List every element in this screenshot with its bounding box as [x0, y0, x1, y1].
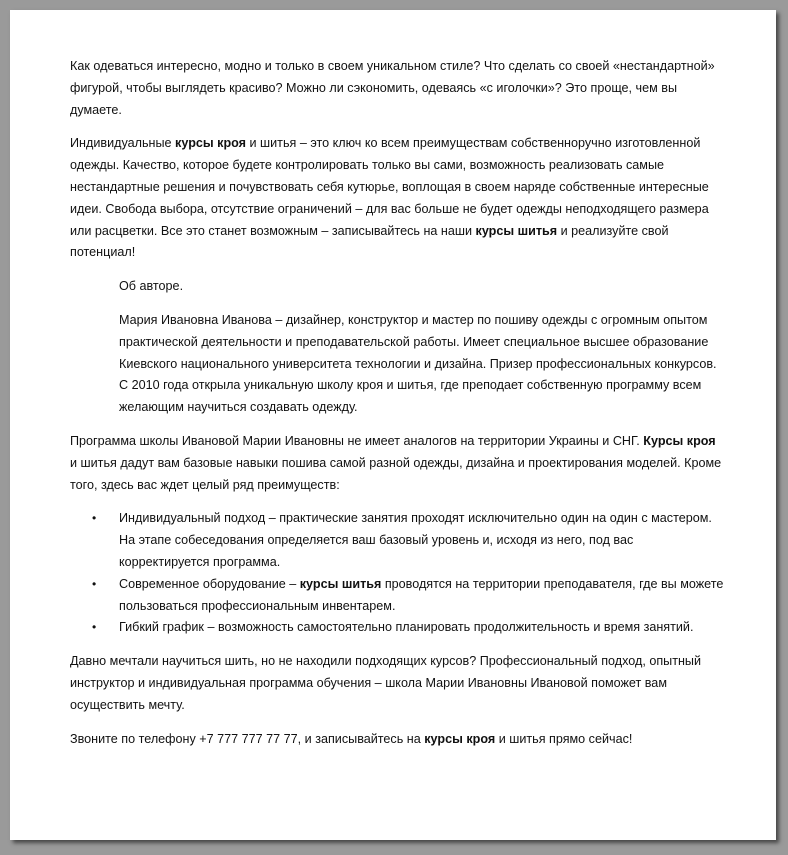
intro-paragraph: Как одеваться интересно, модно и только в своем уникальном стиле? Что сделать со своей «нестандартной» фигурой, чтобы выглядеть красиво? Можно ли сэкономить, одеваясь «с иголочки»? Это проще, чем вы думаете.	[70, 59, 715, 117]
program-paragraph	[70, 431, 724, 496]
text-span: Индивидуальные	[70, 136, 176, 151]
keyword-courses-cut: курсы кроя	[424, 731, 496, 746]
list-item	[92, 617, 724, 639]
text-span: и шитья дадут вам базовые навыки пошива самой разной одежды, дизайна и проектирования моделей. Кроме того, здесь вас ждет целый ряд преимуществ:	[70, 455, 722, 492]
features-list	[70, 508, 724, 639]
text-span: и шитья – это ключ ко всем преимуществам собственноручно изготовленной одежды. Качество, которое будете контролировать только вы сами, возможность реализовать самые нестандартные решения и почувствовать себя кутюрье, воплощая в своем наряде собственные интересные идеи. Свобода выбора, отсутствие ограничений – для вас больше не будет одежды неподходящего размера или расцветки. Все это станет возможным – записывайтесь на наши	[70, 136, 709, 238]
author-bio: Мария Ивановна Иванова – дизайнер, конструктор и мастер по пошиву одежды с огромным опытом практической деятельности и преподавательской работы. Имеет специальное высшее образование Киевского национального университета технологии и дизайна. Призер профессиональных конкурсов. С 2010 года открыла уникальную школу кроя и шитья, где преподает собственную программу всем желающим научиться создавать одежду.	[119, 312, 717, 415]
text-span: проводятся на территории преподавателя, где вы можете пользоваться профессиональным инвентарем.	[119, 576, 724, 613]
call-to-action-paragraph	[70, 729, 724, 751]
list-item	[92, 574, 724, 618]
text-span: Индивидуальный подход – практические занятия проходят исключительно один на один с мастером. На этапе собеседования определяется ваш базовый уровень и, исходя из него, под вас корректируется программа.	[119, 511, 712, 569]
bullet-icon: •	[92, 620, 97, 635]
text-span: Современное оборудование –	[119, 576, 300, 591]
keyword-courses-sewing: курсы шитья	[299, 576, 382, 591]
bullet-icon: •	[92, 576, 97, 591]
text-span: Звоните по телефону +7 777 777 77 77, и записывайтесь на	[70, 731, 425, 746]
text-span: и шитья прямо сейчас!	[495, 731, 633, 746]
keyword-courses-sewing: курсы шитья	[475, 223, 558, 238]
document-page	[10, 10, 776, 840]
keyword-courses-cut: курсы кроя	[175, 136, 247, 151]
text-span: Гибкий график – возможность самостоятельно планировать продолжительность и время занятий.	[119, 620, 694, 635]
author-heading: Об авторе.	[119, 279, 184, 294]
list-item	[92, 508, 724, 573]
text-span: Программа школы Ивановой Марии Ивановны не имеет аналогов на территории Украины и СНГ.	[70, 433, 644, 448]
keyword-courses-cut: Курсы кроя	[643, 433, 716, 448]
bullet-icon: •	[92, 511, 97, 526]
text-span: и реализуйте свой потенциал!	[70, 223, 669, 260]
dream-paragraph: Давно мечтали научиться шить, но не находили подходящих курсов? Профессиональный подход, опытный инструктор и индивидуальная программа обучения – школа Марии Ивановны Ивановой поможет вам осуществить мечту.	[70, 654, 702, 712]
courses-paragraph	[70, 133, 724, 264]
